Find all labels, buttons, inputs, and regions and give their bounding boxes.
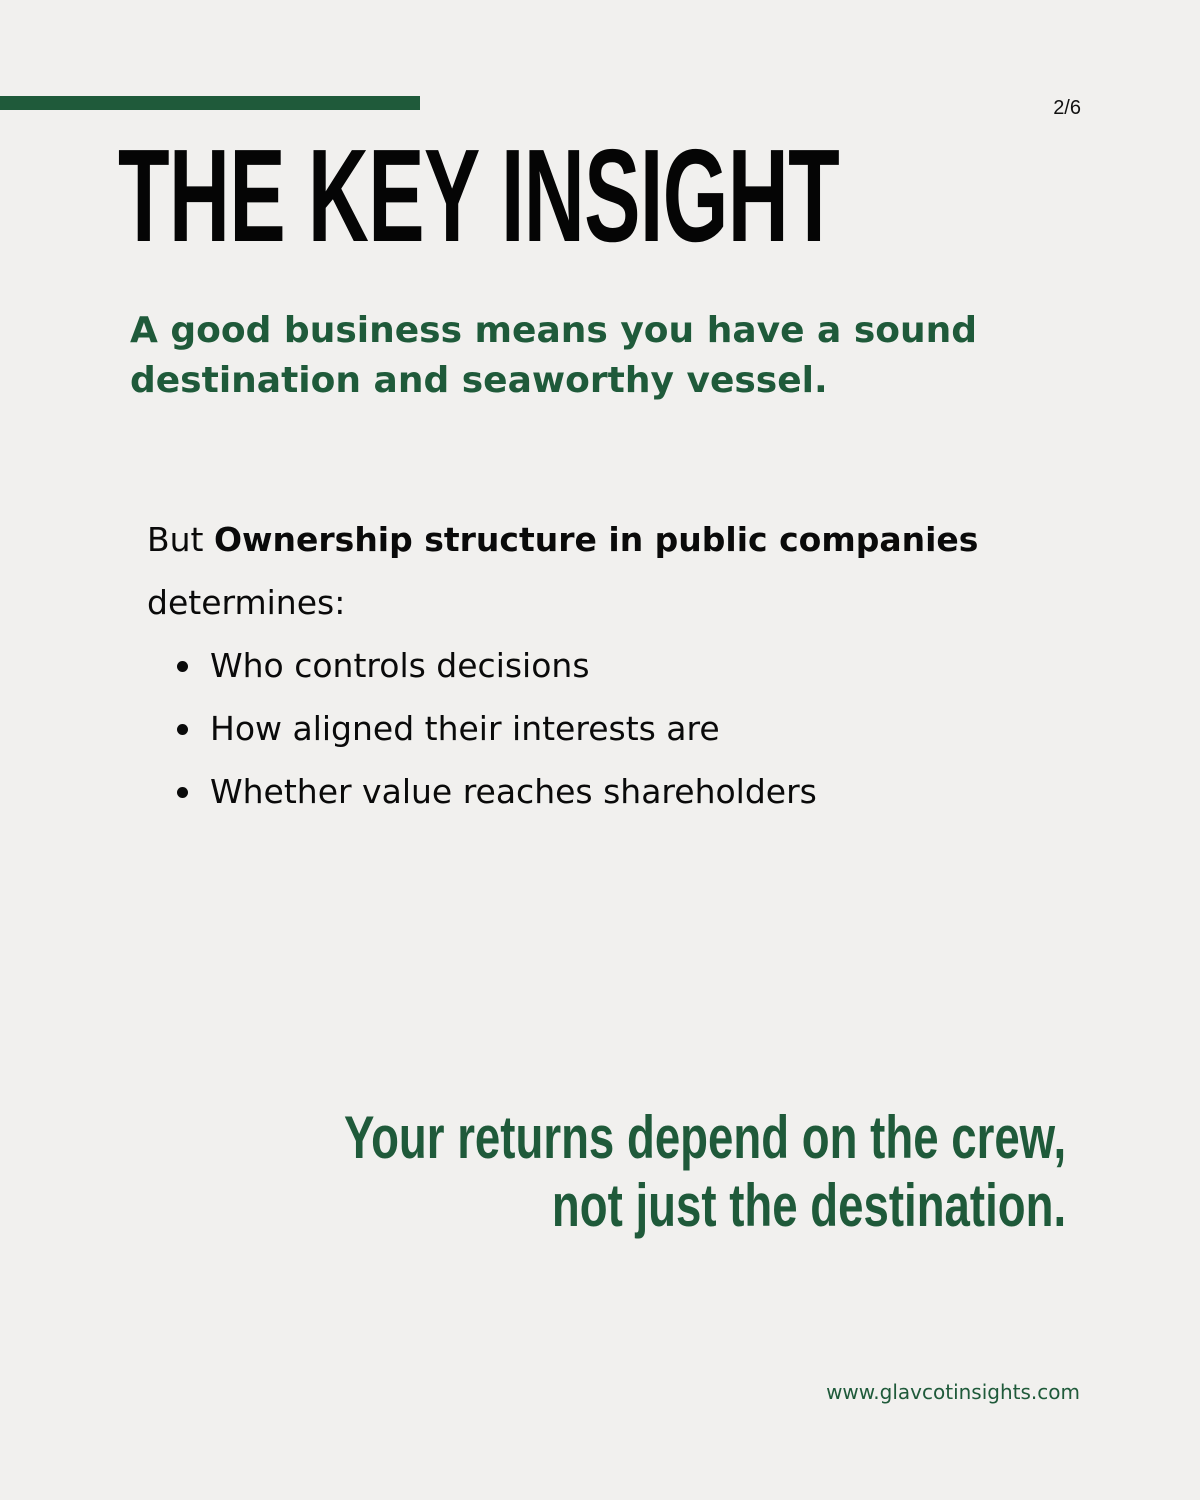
bullet-icon xyxy=(177,661,188,672)
tagline-line-1: Your returns depend on the crew, xyxy=(343,1104,1066,1171)
intro-suffix: determines: xyxy=(147,583,346,622)
list-item xyxy=(147,760,1107,823)
list-item xyxy=(147,697,1107,760)
bullet-icon xyxy=(177,724,188,735)
list-item-text: How aligned their interests are xyxy=(210,709,720,748)
intro-paragraph xyxy=(147,508,1107,634)
intro-prefix: But xyxy=(147,520,214,559)
list-item-text: Who controls decisions xyxy=(210,646,590,685)
bullet-icon xyxy=(177,787,188,798)
page-indicator: 2/6 xyxy=(1053,97,1081,119)
list-item-text: Whether value reaches shareholders xyxy=(210,772,817,811)
bullet-list xyxy=(147,634,1107,823)
intro-emphasis: Ownership structure in public companies xyxy=(213,520,979,559)
body-text-block xyxy=(147,508,1107,823)
tagline xyxy=(344,1104,1066,1240)
tagline-line-2: not just the destination. xyxy=(551,1172,1066,1239)
slide-title: THE KEY INSIGHT xyxy=(118,122,840,269)
list-item xyxy=(147,634,1107,697)
accent-bar xyxy=(0,96,420,110)
footer-url: www.glavcotinsights.com xyxy=(826,1380,1080,1404)
slide-subtitle: A good business means you have a sound destination and seaworthy vessel. xyxy=(130,310,978,401)
